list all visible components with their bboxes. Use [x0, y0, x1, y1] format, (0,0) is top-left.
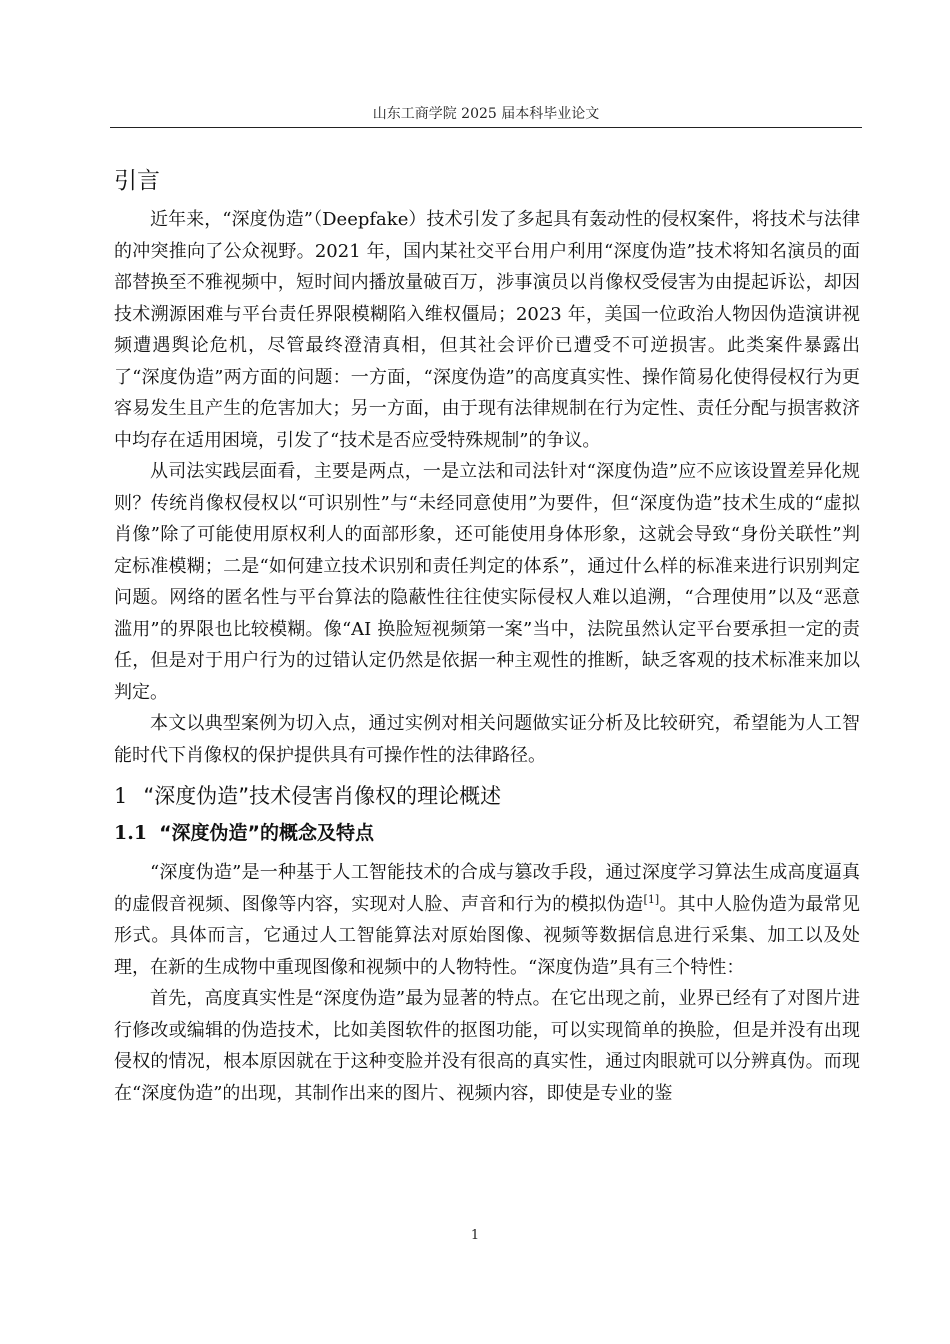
section-1-title: “深度伪造”技术侵害肖像权的理论概述 [143, 784, 502, 808]
section-1-number: 1 [114, 784, 128, 808]
section-1-1-paragraph-1 [114, 857, 860, 983]
intro-paragraph-1: 近年来，“深度伪造”（Deepfake）技术引发了多起具有轰动性的侵权案件，将技术与法律的冲突推向了公众视野。2021 年，国内某社交平台用户利用“深度伪造”技术将知名演员的面部替换至不雅视频中，短时间内播放量破百万，涉事演员以肖像权受侵害为由提起诉讼，却因技术溯源困难与平台责任界限模糊陷入维权僵局；2023 年，美国一位政治人物因伪造演讲视频遭遇舆论危机，尽管最终澄清真相，但其社会评价已遭受不可逆损害。此类案件暴露出了“深度伪造”两方面的问题：一方面，“深度伪造”的高度真实性、操作简易化使得侵权行为更容易发生且产生的危害加大；另一方面，由于现有法律规制在行为定性、责任分配与损害救济中均存在适用困境，引发了“技术是否应受特殊规制”的争议。 [114, 209, 860, 451]
paragraph-text-before-citation: “深度伪造”是一种基于人工智能技术的合成与篡改手段，通过深度学习算法生成高度逼真的虚假音视频、图像等内容，实现对人脸、声音和行为的模拟伪造 [114, 862, 860, 915]
paragraph-text-after-citation: 。其中人脸伪造为最常见形式。具体而言，它通过人工智能算法对原始图像、视频等数据信息进行采集、加工以及处理，在新的生成物中重现图像和视频中的人物特性。“深度伪造”具有三个特性： [114, 893, 861, 978]
section-1-1-paragraph-2: 首先，高度真实性是“深度伪造”最为显著的特点。在它出现之前，业界已经有了对图片进行修改或编辑的伪造技术，比如美图软件的抠图功能，可以实现简单的换脸，但是并没有出现侵权的情况，根本原因就在于这种变脸并没有很高的真实性，通过肉眼就可以分辨真伪。而现在“深度伪造”的出现，其制作出来的图片、视频内容，即使是专业的鉴 [114, 988, 860, 1104]
page-content [114, 160, 860, 1109]
page-number: 1 [470, 1228, 480, 1243]
citation-1[interactable]: [1] [643, 892, 660, 906]
section-1-heading [114, 781, 860, 811]
running-header: 山东工商学院 2025 届本科毕业论文 [372, 106, 600, 122]
header-rule [110, 127, 862, 128]
section-1-1-heading [114, 819, 860, 847]
section-1-1-number: 1.1 [114, 822, 148, 844]
intro-paragraph-2: 从司法实践层面看，主要是两点，一是立法和司法针对“深度伪造”应不应该设置差异化规则？传统肖像权侵权以“可识别性”与“未经同意使用”为要件，但“深度伪造”技术生成的“虚拟肖像”除了可能使用原权利人的面部形象，还可能使用身体形象，这就会导致“身份关联性”判定标准模糊；二是“如何建立技术识别和责任判定的体系”，通过什么样的标准来进行识别判定问题。网络的匿名性与平台算法的隐蔽性往往使实际侵权人难以追溯，“合理使用”以及“恶意滥用”的界限也比较模糊。像“AI 换脸短视频第一案”当中，法院虽然认定平台要承担一定的责任，但是对于用户行为的过错认定仍然是依据一种主观性的推断，缺乏客观的技术标准来加以判定。 [114, 461, 860, 703]
intro-paragraph-3: 本文以典型案例为切入点，通过实例对相关问题做实证分析及比较研究，希望能为人工智能时代下肖像权的保护提供具有可操作性的法律路径。 [114, 713, 860, 766]
section-1-1-title: “深度伪造”的概念及特点 [159, 822, 375, 844]
intro-heading: 引言 [114, 168, 160, 194]
